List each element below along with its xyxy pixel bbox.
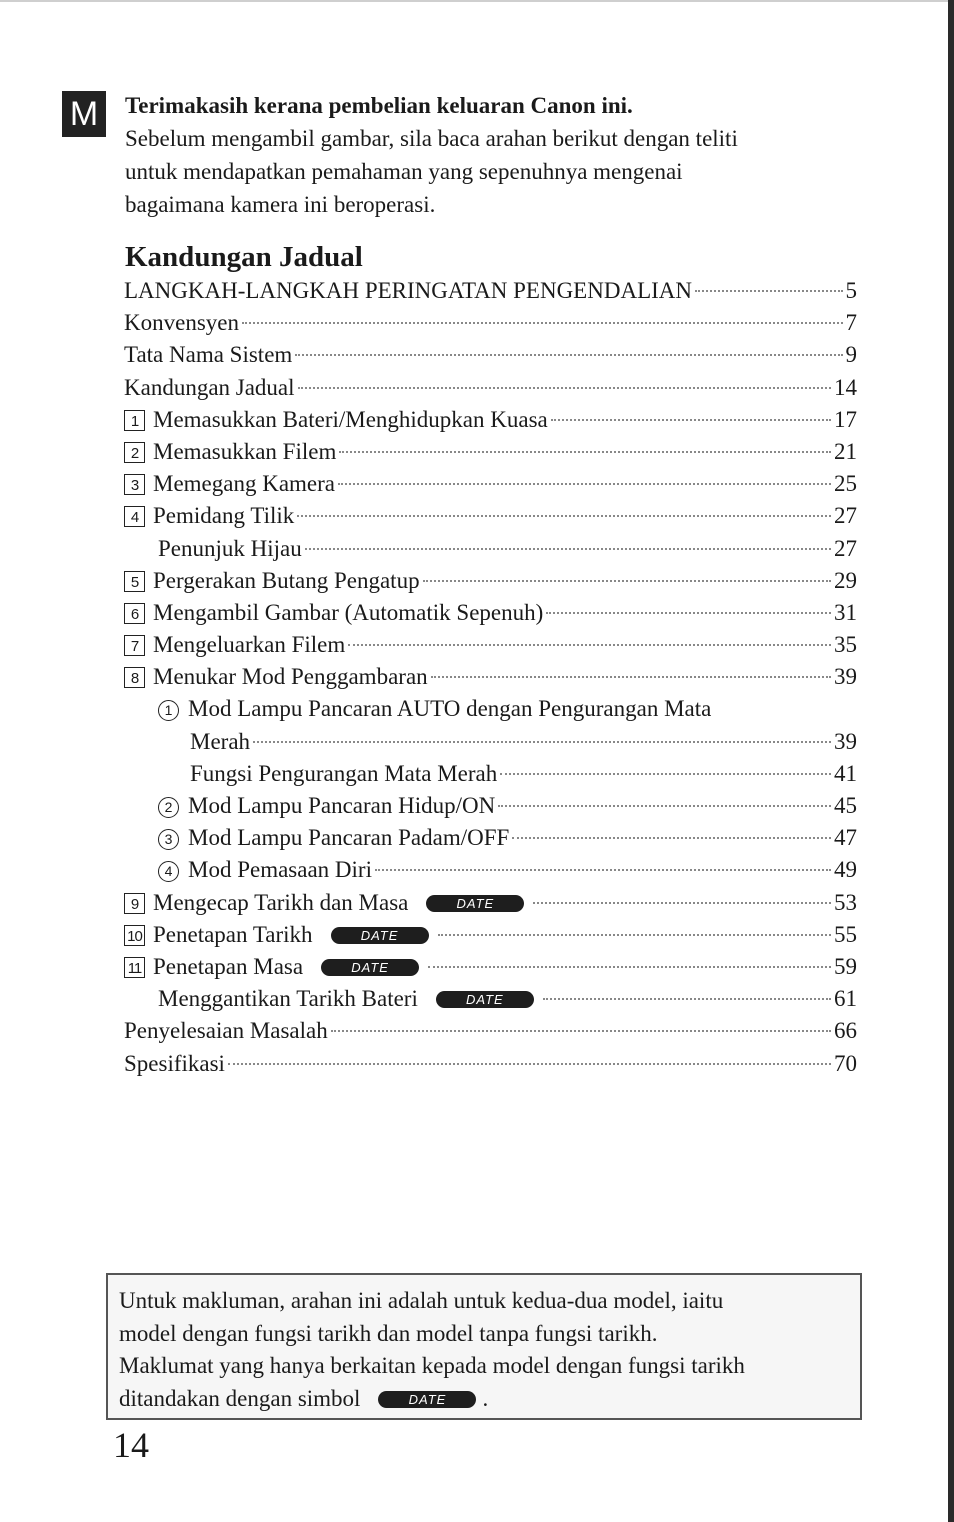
toc-entry-page: 31 [834,599,857,625]
toc-entry-label: Mengecap Tarikh dan Masa [153,889,409,915]
toc-entry-page: 39 [834,728,857,754]
toc-entry-page: 17 [834,406,857,432]
toc-entry-page: 9 [845,342,857,368]
toc-entry-label: LANGKAH-LANGKAH PERINGATAN PENGENDALIAN [124,278,692,303]
toc-entry[interactable] [124,600,857,632]
table-of-contents [124,278,857,1083]
leader-dots [512,837,831,839]
section-number-box: 4 [124,506,145,527]
toc-entry-label: Pergerakan Butang Pengatup [153,567,420,593]
toc-entry-label: Mod Lampu Pancaran AUTO dengan Pengurangan Mata [188,696,712,722]
toc-entry-page: 70 [834,1050,857,1076]
subsection-number-circle: 2 [158,797,179,818]
toc-entry-label: Penunjuk Hijau [158,535,302,561]
toc-entry[interactable] [124,375,857,407]
toc-entry[interactable] [124,825,857,857]
toc-entry-label: Mod Pemasaan Diri [188,857,372,883]
subsection-number-circle: 4 [158,861,179,882]
section-number-box: 10 [124,925,145,946]
toc-entry-label: Mengambil Gambar (Automatik Sepenuh) [153,599,544,625]
toc-entry[interactable] [124,503,857,535]
toc-entry-label: Memegang Kamera [153,471,336,497]
toc-entry-label: Menggantikan Tarikh Bateri [158,986,418,1012]
toc-entry-page: 61 [834,986,857,1012]
toc-entry-label: Memasukkan Filem [153,438,337,464]
date-symbol-icon: DATE [436,991,534,1008]
toc-entry[interactable] [124,439,857,471]
leader-dots [498,805,831,807]
toc-entry-label: Menukar Mod Penggambaran [153,664,428,690]
toc-entry-page: 45 [834,793,857,818]
leader-dots [551,419,831,421]
toc-title: Kandungan Jadual [125,241,363,273]
leader-dots [546,612,831,614]
section-number-box: 6 [124,603,145,624]
notice-box [106,1273,862,1420]
toc-entry[interactable] [124,568,857,600]
toc-entry[interactable] [124,278,857,310]
toc-entry[interactable] [124,1018,857,1050]
toc-entry[interactable] [124,407,857,439]
toc-entry[interactable] [124,890,857,922]
section-number-box: 5 [124,571,145,592]
leader-dots [348,644,831,646]
toc-entry[interactable] [124,471,857,503]
toc-entry-page: 25 [834,471,857,497]
toc-entry[interactable] [124,729,857,761]
leader-dots [305,548,831,550]
page-binding-edge [948,0,954,1522]
intro-line: bagaimana kamera ini beroperasi. [125,192,436,217]
section-number-box: 2 [124,442,145,463]
toc-entry-page: 49 [834,857,857,883]
toc-entry[interactable] [124,857,857,889]
page-number: 14 [113,1425,149,1465]
intro-line: Sebelum mengambil gambar, sila baca arahan berikut dengan teliti [125,126,738,151]
toc-entry[interactable] [124,310,857,342]
leader-dots [331,1030,831,1032]
section-number-box: 3 [124,474,145,495]
toc-entry-label: Mod Lampu Pancaran Padam/OFF [188,825,510,851]
section-number-box: 8 [124,667,145,688]
intro-line: untuk mendapatkan pemahaman yang sepenuhnya mengenai [125,159,683,184]
toc-entry[interactable] [124,922,857,954]
leader-dots [298,387,831,389]
toc-entry-label: Merah [190,728,251,754]
toc-entry[interactable] [124,664,857,696]
toc-entry[interactable] [124,342,857,374]
toc-entry-page: 27 [834,503,857,529]
toc-entry[interactable] [124,536,857,568]
toc-entry[interactable] [124,632,857,664]
date-symbol-icon: DATE [321,959,419,976]
language-badge: M [62,91,106,137]
leader-dots [533,902,831,904]
toc-entry-label: Mod Lampu Pancaran Hidup/ON [188,793,496,818]
date-symbol-icon: DATE [378,1391,476,1408]
page-top-edge [0,0,954,2]
leader-dots [338,483,831,485]
leader-dots [431,676,831,678]
toc-entry-page: 53 [834,889,857,915]
toc-entry-label: Memasukkan Bateri/Menghidupkan Kuasa [153,406,548,432]
toc-entry-label: Fungsi Pengurangan Mata Merah [190,760,498,786]
toc-entry-label: Spesifikasi [124,1050,225,1076]
leader-dots [543,998,831,1000]
leader-dots [500,773,831,775]
date-symbol-icon: DATE [426,895,524,912]
notice-line: Untuk makluman, arahan ini adalah untuk kedua-dua model, iaitu [119,1288,724,1313]
toc-entry[interactable] [124,761,857,793]
leader-dots [423,580,831,582]
toc-entry-label: Konvensyen [124,310,239,336]
toc-entry-page: 41 [834,760,857,786]
notice-line: ditandakan dengan simbol [119,1385,361,1411]
leader-dots [295,354,842,356]
toc-entry[interactable] [124,696,857,728]
notice-trail: . [482,1385,489,1411]
leader-dots [297,515,831,517]
toc-entry-page: 7 [845,310,857,336]
leader-dots [253,741,831,743]
section-number-box: 9 [124,893,145,914]
toc-entry-label: Penetapan Masa [153,953,304,979]
toc-entry[interactable] [124,1051,857,1083]
toc-entry-page: 39 [834,664,857,690]
intro-paragraph [125,89,885,221]
section-number-box: 1 [124,410,145,431]
toc-entry-page: 27 [834,535,857,561]
toc-entry-page: 5 [845,278,857,303]
notice-line: model dengan fungsi tarikh dan model tanpa fungsi tarikh. [119,1320,658,1346]
toc-entry-page: 55 [834,921,857,947]
toc-entry-label: Mengeluarkan Filem [153,632,346,658]
toc-entry-label: Tata Nama Sistem [124,342,293,368]
leader-dots [438,934,831,936]
toc-entry-page: 59 [834,953,857,979]
subsection-number-circle: 1 [158,700,179,721]
notice-last-line [119,1383,850,1416]
toc-entry-label: Penyelesaian Masalah [124,1018,328,1044]
date-symbol-icon: DATE [331,927,429,944]
leader-dots [242,322,843,324]
toc-entry[interactable] [124,954,857,986]
toc-entry-label: Kandungan Jadual [124,374,295,400]
toc-entry-page: 21 [834,438,857,464]
toc-entry-label: Penetapan Tarikh [153,921,313,947]
leader-dots [695,290,843,292]
toc-entry-page: 14 [834,374,857,400]
section-number-box: 11 [124,957,145,978]
toc-entry[interactable] [124,986,857,1018]
leader-dots [228,1063,831,1065]
section-number-box: 7 [124,635,145,656]
leader-dots [428,966,831,968]
notice-line: Maklumat yang hanya berkaitan kepada model dengan fungsi tarikh [119,1353,745,1378]
leader-dots [375,869,831,871]
toc-entry-label: Pemidang Tilik [153,503,295,529]
toc-entry-page: 29 [834,567,857,593]
toc-entry-page: 47 [834,825,857,851]
subsection-number-circle: 3 [158,829,179,850]
toc-entry-page: 35 [834,632,857,658]
leader-dots [339,451,831,453]
toc-entry[interactable] [124,793,857,825]
toc-entry-page: 66 [834,1018,857,1044]
intro-heading: Terimakasih kerana pembelian keluaran Canon ini. [125,93,633,118]
